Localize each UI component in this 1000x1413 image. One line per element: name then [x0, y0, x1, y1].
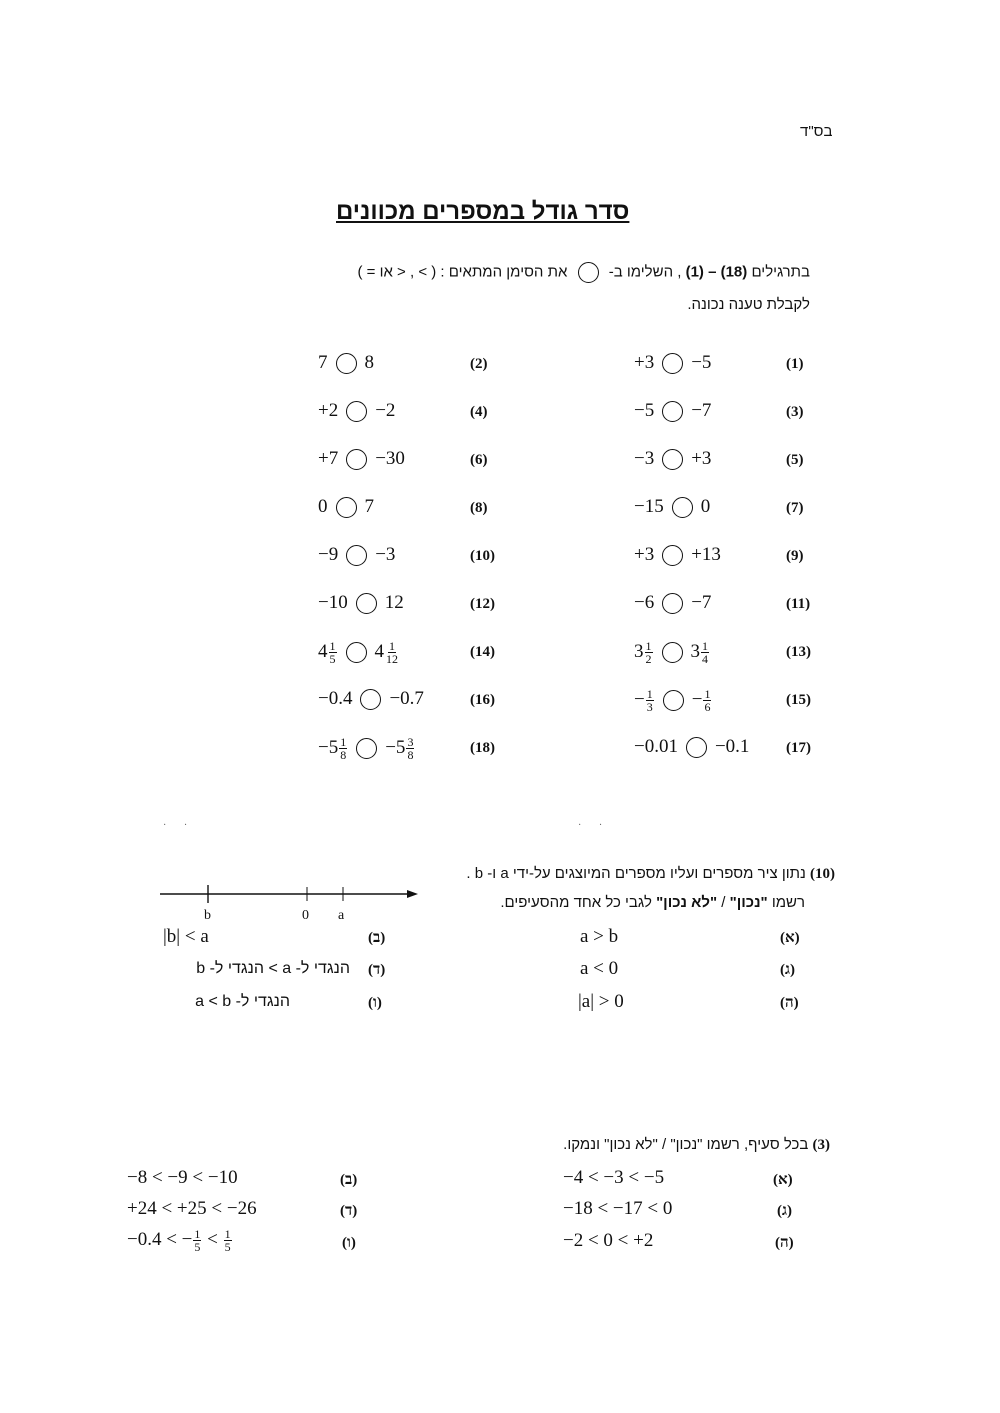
- false-word: "לא נכון": [656, 894, 718, 911]
- axis-label-b: b: [204, 908, 211, 923]
- answer-circle[interactable]: [346, 401, 367, 422]
- exercise-expression: [634, 496, 710, 518]
- item-label: (ו): [342, 1235, 356, 1251]
- left-value: +3: [634, 352, 655, 373]
- answer-circle[interactable]: [346, 642, 367, 663]
- item-label: (א): [780, 930, 800, 946]
- right-value: 12: [384, 592, 404, 613]
- item-label: (ב): [340, 1172, 358, 1188]
- number-line: [155, 880, 425, 925]
- item-expression: a > b: [580, 926, 619, 947]
- section2-line2-suffix: לגבי כל אחד מהסעיפים.: [500, 894, 652, 911]
- exercise-number: (10): [470, 548, 495, 564]
- left-value: −3: [634, 448, 655, 469]
- expr-part: −0.4 < −: [127, 1228, 193, 1250]
- exercise-expression: [634, 736, 749, 758]
- answer-circle[interactable]: [346, 545, 367, 566]
- item-label: (ג): [780, 962, 795, 978]
- exercise-expression: [634, 688, 712, 713]
- section3-text: בכל סעיף, רשמו "נכון" / "לא נכון" ונמקו.: [563, 1136, 809, 1153]
- page-title: סדר גודל במספרים מכוונים: [336, 198, 630, 225]
- fraction: [645, 640, 653, 665]
- left-value: −6: [634, 592, 655, 613]
- true-word: "נכון": [729, 894, 768, 911]
- left-value: +7: [318, 448, 339, 469]
- exercise-number: (2): [470, 356, 488, 372]
- numerator: 1: [646, 687, 653, 701]
- answer-circle[interactable]: [663, 690, 684, 711]
- numerator: 1: [194, 1227, 201, 1241]
- item-expression: −4 < −3 < −5: [563, 1167, 665, 1188]
- answer-circle[interactable]: [336, 497, 357, 518]
- answer-circle[interactable]: [662, 642, 683, 663]
- instructions-symbols: ( > , < או = ): [357, 263, 437, 281]
- left-value: −15: [634, 496, 664, 517]
- item-label: (ה): [780, 995, 799, 1011]
- exercise-expression: [634, 352, 711, 374]
- section2-line2: [500, 894, 805, 911]
- section2-number: (10): [810, 866, 835, 882]
- right-value: −7: [691, 400, 712, 421]
- exercise-expression: [634, 640, 710, 665]
- expr-sign: −: [634, 688, 645, 710]
- item-expression: |a| > 0: [578, 991, 624, 1012]
- exercise-expression: [634, 448, 711, 470]
- answer-circle[interactable]: [662, 449, 683, 470]
- right-value: 7: [364, 496, 374, 517]
- exercise-number: (6): [470, 452, 488, 468]
- exercise-number: (13): [786, 644, 811, 660]
- fraction: [703, 688, 711, 713]
- item-label: (ו): [368, 995, 382, 1011]
- right-value: −0.1: [714, 736, 750, 757]
- exercise-expression: [634, 400, 711, 422]
- right-value: −5: [691, 352, 712, 373]
- numerator: 3: [407, 735, 414, 749]
- denominator: 4: [702, 652, 708, 666]
- left-value: 7: [318, 352, 328, 373]
- exercise-number: (16): [470, 692, 495, 708]
- left-value: −0.01: [634, 736, 678, 757]
- answer-circle[interactable]: [686, 737, 707, 758]
- item-expression: −8 < −9 < −10: [127, 1167, 238, 1188]
- item-label: (ה): [775, 1235, 794, 1251]
- denominator: 6: [704, 700, 711, 714]
- exercise-number: (8): [470, 500, 488, 516]
- item-expression: |b| < a: [163, 926, 209, 947]
- left-value: 0: [318, 496, 328, 517]
- denominator: 5: [224, 1240, 231, 1254]
- expr-sign: −: [691, 688, 703, 710]
- answer-circle[interactable]: [360, 689, 381, 710]
- left-value: −10: [318, 592, 348, 613]
- expr-whole: 3: [634, 640, 644, 662]
- exercise-number: (17): [786, 740, 811, 756]
- item-expression: +24 < +25 < −26: [127, 1198, 257, 1219]
- denominator: 3: [646, 700, 653, 714]
- slash: /: [721, 894, 726, 911]
- instructions-line2: לקבלת טענה נכונה.: [687, 296, 810, 313]
- exercise-number: (12): [470, 596, 495, 612]
- left-value: −9: [318, 544, 339, 565]
- instructions-after-circle: את הסימן המתאים :: [440, 263, 568, 281]
- instructions-range: (1) – (18): [685, 263, 748, 281]
- right-value: −7: [691, 592, 712, 613]
- exercise-expression: [318, 496, 374, 518]
- instructions-fill: , השלימו ב-: [608, 263, 682, 281]
- exercise-expression: [318, 352, 374, 374]
- fraction: [646, 688, 654, 713]
- right-value: −0.7: [389, 688, 424, 709]
- answer-circle[interactable]: [346, 449, 367, 470]
- expr-whole: 4: [374, 640, 384, 662]
- exercise-number: (5): [786, 452, 804, 468]
- exercise-number: (4): [470, 404, 488, 420]
- exercise-expression: [318, 736, 415, 761]
- circle-placeholder-icon: [578, 262, 599, 283]
- right-value: +3: [691, 448, 712, 469]
- exercise-number: (9): [786, 548, 804, 564]
- answer-circle[interactable]: [356, 738, 377, 759]
- exercise-expression: [318, 544, 395, 566]
- decorative-dots: · ·: [578, 820, 603, 831]
- axis-label-zero: 0: [302, 908, 309, 923]
- section2-text: נתון ציר מספרים ועליו מספרים המיוצגים על-ידי a ו- b .: [466, 865, 806, 882]
- item-label: (ב): [368, 930, 386, 946]
- expr-whole: 3: [690, 640, 700, 662]
- item-label: (ד): [368, 962, 386, 978]
- section3-number: (3): [812, 1137, 830, 1153]
- item-expression: −2 < 0 < +2: [563, 1230, 654, 1251]
- denominator: 8: [407, 748, 414, 762]
- instructions-line1: [357, 262, 810, 283]
- numerator: 1: [645, 639, 652, 653]
- answer-circle[interactable]: [662, 353, 683, 374]
- item-label: (א): [773, 1172, 793, 1188]
- expr-whole: −5: [385, 736, 406, 758]
- fraction: [193, 1228, 201, 1253]
- right-value: 8: [364, 352, 374, 373]
- section2-line2-prefix: רשמו: [771, 894, 805, 911]
- exercise-expression: [318, 592, 404, 614]
- denominator: 5: [329, 652, 336, 666]
- expr-part: <: [202, 1228, 223, 1250]
- expr-whole: −5: [318, 736, 339, 758]
- denominator: 2: [645, 652, 652, 666]
- fraction: [406, 736, 414, 761]
- axis-label-a: a: [338, 908, 345, 923]
- numerator: 1: [702, 639, 708, 653]
- section2-line1: [466, 865, 835, 883]
- numerator: 1: [224, 1227, 231, 1241]
- exercise-expression: [634, 544, 721, 566]
- expr-whole: 4: [318, 640, 328, 662]
- answer-circle[interactable]: [662, 593, 683, 614]
- fraction: [701, 640, 709, 665]
- answer-circle[interactable]: [336, 353, 357, 374]
- decorative-dots: · ·: [163, 820, 188, 831]
- left-value: +2: [318, 400, 339, 421]
- item-expression: הנגדי ל- a < b: [195, 993, 290, 1010]
- item-expression: הנגדי ל- a > הנגדי ל- b: [196, 960, 350, 977]
- exercise-number: (18): [470, 740, 495, 756]
- fraction: [329, 640, 337, 665]
- right-value: 0: [700, 496, 711, 517]
- left-value: −5: [634, 400, 655, 421]
- right-value: −2: [375, 400, 396, 421]
- item-expression: −18 < −17 < 0: [563, 1198, 673, 1219]
- left-value: −0.4: [318, 688, 353, 709]
- answer-circle[interactable]: [662, 545, 683, 566]
- arrow-head-icon: [407, 890, 418, 898]
- denominator: 5: [194, 1240, 201, 1254]
- section3-line: [563, 1136, 830, 1154]
- numerator: 1: [340, 735, 347, 749]
- denominator: 8: [340, 748, 347, 762]
- exercise-expression: [318, 640, 400, 665]
- left-value: +3: [634, 544, 655, 565]
- exercise-number: (15): [786, 692, 811, 708]
- exercise-expression: [318, 448, 405, 470]
- exercise-number: (7): [786, 500, 804, 516]
- item-label: (ד): [340, 1203, 358, 1219]
- exercise-expression: [318, 400, 395, 422]
- exercise-number: (11): [786, 596, 811, 612]
- item-expression-fraction: [127, 1228, 233, 1253]
- right-value: +13: [691, 544, 721, 565]
- fraction: [339, 736, 347, 761]
- exercise-number: (1): [786, 356, 804, 372]
- right-value: −30: [375, 448, 405, 469]
- denominator: 12: [386, 652, 398, 666]
- item-label: (ג): [777, 1203, 792, 1219]
- header-mark: בס"ד: [800, 123, 833, 140]
- answer-circle[interactable]: [662, 401, 683, 422]
- numerator: 1: [329, 639, 336, 653]
- exercise-number: (14): [470, 644, 495, 660]
- right-value: −3: [375, 544, 396, 565]
- fraction: [224, 1228, 232, 1253]
- answer-circle[interactable]: [356, 593, 377, 614]
- numerator: 1: [389, 639, 395, 653]
- instructions-prefix: בתרגילים: [751, 263, 810, 281]
- exercise-number: (3): [786, 404, 804, 420]
- exercise-expression: [318, 688, 424, 710]
- fraction: [385, 640, 399, 665]
- exercise-expression: [634, 592, 711, 614]
- numerator: 1: [704, 687, 711, 701]
- item-expression: a < 0: [580, 958, 619, 979]
- answer-circle[interactable]: [672, 497, 693, 518]
